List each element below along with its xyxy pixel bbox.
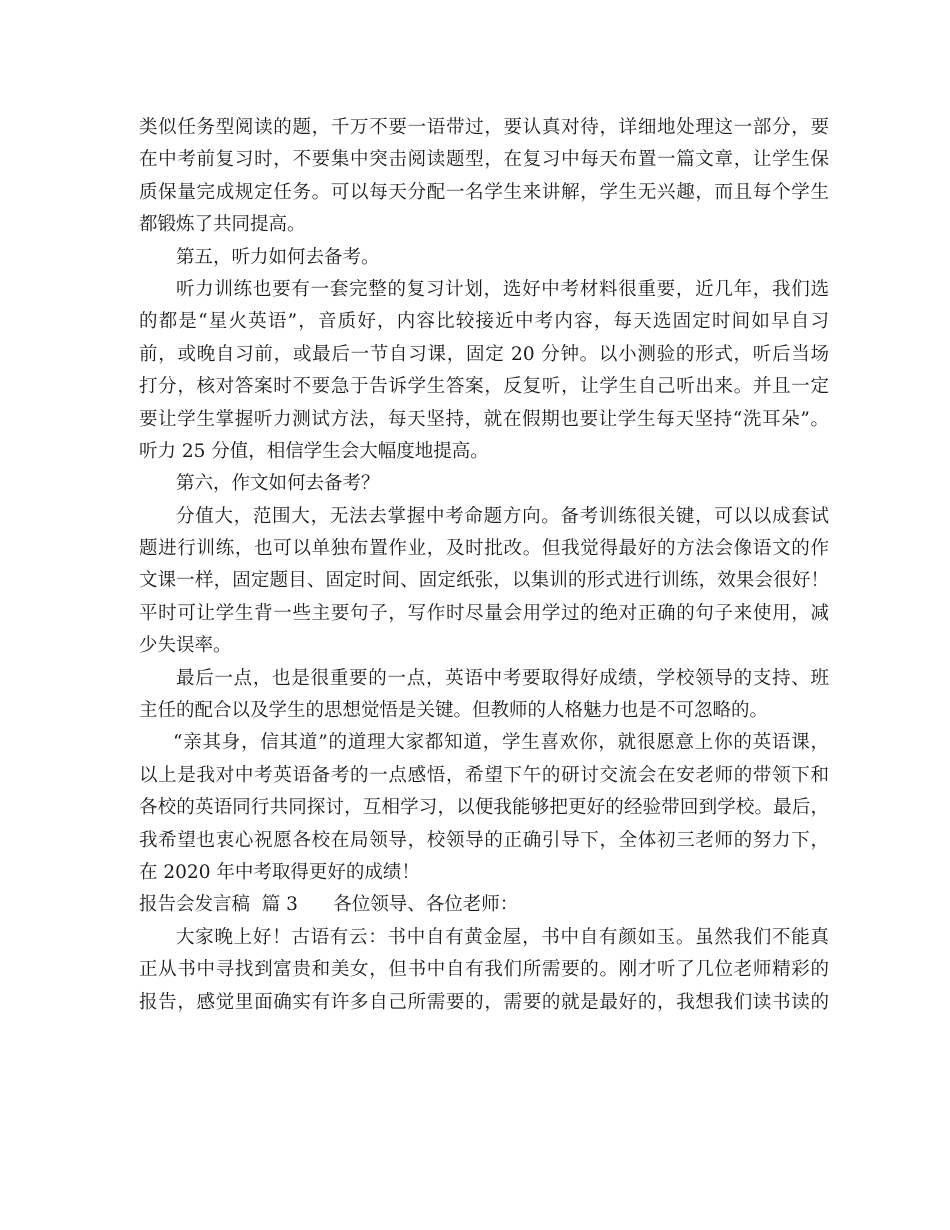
- text-line: 要让学生掌握听力测试方法，每天坚持，就在假期也要让学生每天坚持“洗耳朵”。: [139, 408, 829, 430]
- document-page: [139, 112, 829, 1019]
- paragraph-task-reading: [139, 112, 829, 242]
- text-line: 文课一样，固定题目、固定时间、固定纸张，以集训的形式进行训练，效果会很好！: [139, 570, 829, 592]
- paragraph-listening: [139, 274, 829, 468]
- text-line: 我希望也衷心祝愿各校在局领导，校领导的正确引导下，全体初三老师的努力下，: [139, 829, 829, 851]
- text-line: 平时可让学生背一些主要句子，写作时尽量会用学过的绝对正确的句子来使用，减: [139, 602, 829, 624]
- text-line: 少失误率。: [139, 635, 232, 657]
- section-title: 报告会发言稿 篇 3 各位领导、各位老师：: [139, 894, 519, 916]
- text-line: 打分，核对答案时不要急于告诉学生答案，反复听，让学生自己听出来。并且一定: [139, 376, 829, 398]
- text-line: “亲其身，信其道”的道理大家都知道，学生喜欢你，就很愿意上你的英语课，: [173, 732, 829, 754]
- text-line: 最后一点，也是很重要的一点，英语中考要取得好成绩，学校领导的支持、班: [176, 667, 829, 689]
- heading-writing: 第六，作文如何去备考？: [176, 473, 380, 495]
- text-line: 主任的配合以及学生的思想觉悟是关键。但教师的人格魅力也是不可忽略的。: [139, 700, 769, 722]
- heading-listening: 第五，听力如何去备考。: [176, 246, 380, 268]
- text-line: 在 2020 年中考取得更好的成绩！: [139, 861, 420, 883]
- text-line: 在中考前复习时，不要集中突击阅读题型，在复习中每天布置一篇文章，让学生保: [139, 149, 829, 171]
- paragraph-final-point: [139, 663, 829, 728]
- text-line: 报告，感觉里面确实有许多自己所需要的，需要的就是最好的，我想我们读书读的: [139, 991, 829, 1013]
- text-line: 题进行训练，也可以单独布置作业，及时批改。但我觉得最好的方法会像语文的作: [139, 538, 829, 560]
- paragraph-writing: [139, 501, 829, 663]
- text-line: 大家晚上好！古语有云：书中自有黄金屋，书中自有颜如玉。虽然我们不能真: [176, 926, 829, 948]
- text-line: 前，或晚自习前，或最后一节自习课，固定 20 分钟。以小测验的形式，听后当场: [139, 343, 829, 365]
- text-line: 类似任务型阅读的题，千万不要一语带过，要认真对待，详细地处理这一部分，要: [139, 117, 829, 138]
- text-line: 的都是“星火英语”，音质好，内容比较接近中考内容，每天选固定时间如早自习: [139, 311, 829, 333]
- text-line: 分值大，范围大，无法去掌握中考命题方向。备考训练很关键，可以以成套试: [176, 505, 829, 527]
- text-line: 正从书中寻找到富贵和美女，但书中自有我们所需要的。刚才听了几位老师精彩的: [139, 959, 829, 981]
- paragraph-greeting: [139, 922, 829, 1019]
- text-line: 听力训练也要有一套完整的复习计划，选好中考材料很重要，近几年，我们选: [176, 278, 829, 300]
- text-line: 都锻炼了共同提高。: [139, 214, 306, 236]
- text-line: 以上是我对中考英语备考的一点感悟，希望下午的研讨交流会在安老师的带领下和: [139, 764, 829, 786]
- paragraph-closing: [139, 727, 829, 889]
- text-line: 各校的英语同行共同探讨，互相学习，以便我能够把更好的经验带回到学校。最后，: [139, 797, 829, 819]
- text-line: 听力 25 分值，相信学生会大幅度地提高。: [139, 440, 489, 462]
- text-line: 质保量完成规定任务。可以每天分配一名学生来讲解，学生无兴趣，而且每个学生: [139, 181, 829, 203]
